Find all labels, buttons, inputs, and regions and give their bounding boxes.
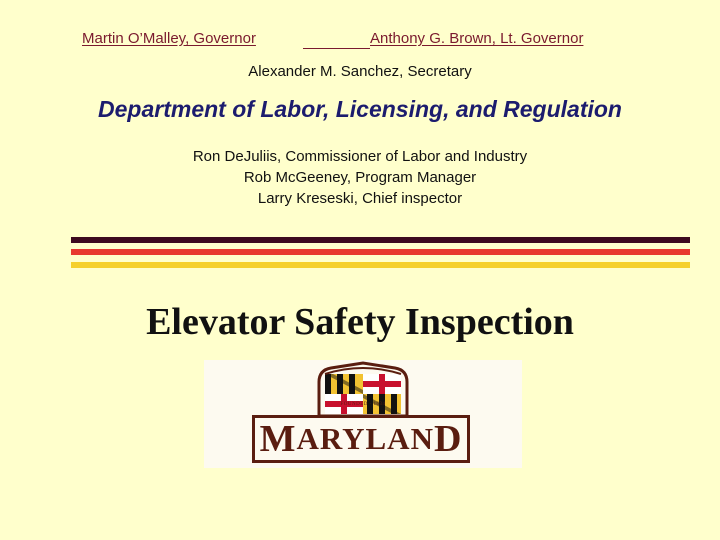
officials-header — [0, 30, 720, 52]
staff-list — [0, 146, 720, 209]
staff-chief-inspector: Larry Kreseski, Chief inspector — [257, 190, 463, 207]
slide-title: Elevator Safety Inspection — [146, 301, 574, 343]
maryland-wordmark — [255, 418, 467, 460]
staff-commissioner: Ron DeJuliis, Commissioner of Labor and Industry — [192, 148, 528, 165]
founded-caption: FOUNDED · 1634 — [340, 402, 386, 407]
wordmark-first-letter: M — [259, 418, 297, 460]
header-underline — [303, 48, 370, 49]
secretary-name: Alexander M. Sanchez, Secretary — [248, 63, 472, 80]
wordmark-middle: ARYLAN — [296, 421, 434, 456]
wordmark-last-letter: D — [433, 418, 463, 460]
wordmark-plate — [252, 415, 470, 463]
stripe-dark — [71, 237, 690, 243]
stripe-red — [71, 249, 690, 255]
stripe-gold — [71, 262, 690, 268]
maryland-logo — [204, 360, 522, 468]
staff-program-manager: Rob McGeeney, Program Manager — [243, 169, 477, 186]
department-title: Department of Labor, Licensing, and Regulation — [98, 96, 622, 122]
governor-name: Martin O’Malley, Governor — [82, 30, 256, 47]
lt-governor-name: Anthony G. Brown, Lt. Governor — [370, 30, 584, 47]
